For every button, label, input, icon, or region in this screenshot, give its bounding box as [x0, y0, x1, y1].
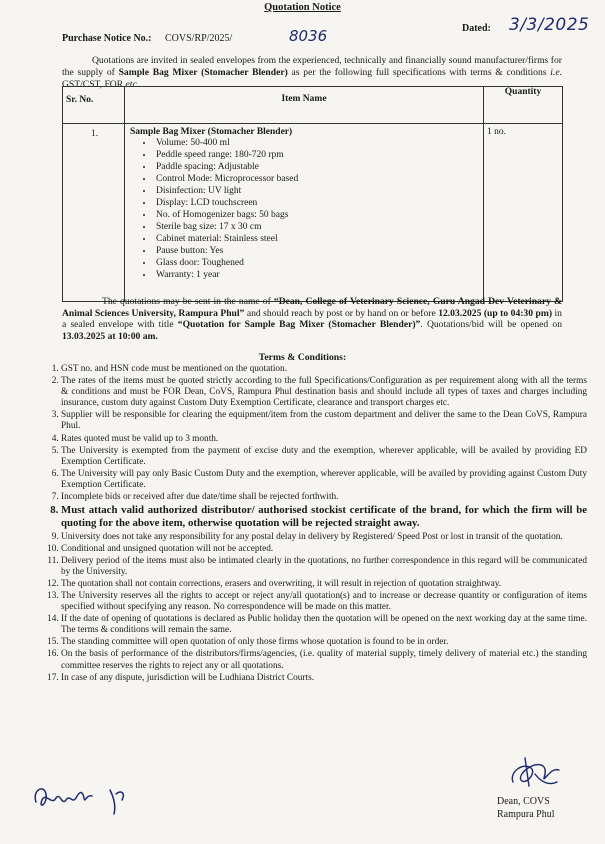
term-item: 13. The University reserves all the rights to accept or reject any/all quotation(s) and to increase or decrease quantity or configuration of items specified without specifying any reason. No correspondence will be made on this matter. [61, 591, 587, 613]
row-quantity: 1 no. [484, 124, 563, 302]
header-quantity: Quantity [484, 87, 563, 124]
table-row [63, 124, 563, 302]
initials-signature [30, 780, 140, 820]
spec-item: • Disinfection: UV light [154, 185, 483, 197]
term-item: 6. The University will pay only Basic Custom Duty and the exemption, wherever applicable, will be availed by providing against Custom Duty Exemption Certificate. [61, 469, 587, 491]
row-item [125, 124, 484, 302]
item-title: Sample Bag Mixer (Stomacher Blender) [130, 127, 293, 137]
signatory-title: Dean, COVS [497, 796, 550, 807]
term-item: 16. On the basis of performance of the distributors/firms/agencies, (i.e. quality of material supply, timely delivery of material etc.) the standing committee reserves the rights to reject any or all quotations. [61, 649, 587, 671]
term-item: 10. Conditional and unsigned quotation will not be accepted. [61, 544, 587, 555]
term-item: 5. The University is exempted from the payment of excise duty and the exemption, wherever applicable, will be availed by providing ED Exemption Certificate. [61, 446, 587, 468]
term-item: 2. The rates of the items must be quoted strictly according to the full Specifications/Configuration as per requirement along with all the terms & conditions and must be FOR Dean, CoVS, Rampura Phul destination basis and should include all types of taxes and charges including insurance, custom duty against Custom Duty Exemption Certificate, clearance and transport charges etc. [61, 376, 587, 409]
date-label: Dated: [462, 23, 491, 34]
page-title: Quotation Notice [264, 2, 341, 13]
header-item-name: Item Name [125, 87, 484, 124]
spec-item: • Sterile bag size: 17 x 30 cm [154, 221, 483, 233]
spec-item: • Peddle speed range: 180-720 rpm [154, 149, 483, 161]
signatory-block [497, 795, 555, 821]
date-handwritten-value: 3/3/2025 [509, 15, 590, 35]
intro-paragraph: Quotations are invited in sealed envelopes from the experienced, technically and financially sound manufacturer/firms for the supply of Sample Bag Mixer (Stomacher Blender) as per the following full specifications with terms & conditions i.e. GST/CST, FOR etc. [62, 55, 562, 90]
term-item: 7. Incomplete bids or received after due date/time shall be rejected forthwith. [61, 492, 587, 503]
submission-paragraph: The quotations may be sent in the name of “Dean, College of Veterinary Science, Guru Angad Dev Veterinary & Animal Sciences University, Rampura Phul” and should reach by post or by hand on or before 12.03.2025 (up to 04:30 pm) in a sealed envelope with title “Quotation for Sample Bag Mixer (Stomacher Blender)”. Quotations/bid will be opened on 13.03.2025 at 10:00 am. [62, 296, 563, 343]
purchase-notice-value: COVS/RP/2025/ [165, 33, 233, 44]
spec-item: • Cabinet material: Stainless steel [154, 233, 483, 245]
spec-item: • Display: LCD touchscreen [154, 197, 483, 209]
term-item: 11. Delivery period of the items must also be intimated clearly in the quotations, no further correspondence in this regard will be communicated by the University. [61, 556, 587, 578]
spec-list [128, 137, 483, 281]
purchase-notice-handwritten-number: 8036 [289, 27, 328, 45]
term-item: 17. In case of any dispute, jurisdiction will be Ludhiana District Courts. [61, 673, 587, 684]
term-item: 3. Supplier will be responsible for clearing the equipment/item from the custom department and deliver the same to the Dean CoVS, Rampura Phul. [61, 410, 587, 432]
term-item: 4. Rates quoted must be valid up to 3 month. [61, 434, 587, 445]
term-item: 9. University does not take any responsibility for any postal delay in delivery by Registered/ Speed Post or lost in transit of the quotation. [61, 532, 587, 543]
table-header-row [63, 87, 563, 124]
header-sr-no: Sr. No. [63, 87, 125, 124]
spec-item: • No. of Homogenizer bags: 50 bags [154, 209, 483, 221]
spec-item: • Glass door: Toughened [154, 257, 483, 269]
item-name-bold: Sample Bag Mixer (Stomacher Blender) [118, 66, 288, 78]
purchase-notice-label: Purchase Notice No.: [62, 33, 152, 44]
term-item: 14. If the date of opening of quotations is declared as Public holiday then the quotation will be opened on the next working day at the same time. The terms & conditions will remain the same. [61, 614, 587, 636]
spec-item: • Pause button: Yes [154, 245, 483, 257]
spec-item: • Warranty: 1 year [154, 269, 483, 281]
dean-signature [505, 752, 565, 794]
terms-list [37, 364, 587, 685]
spec-item: • Control Mode: Microprocessor based [154, 173, 483, 185]
signatory-location: Rampura Phul [497, 809, 555, 820]
term-item-emphasis: 8. Must attach valid authorized distributor/ authorised stockist certificate of the brand, for which the firm will be quoting for the above item, otherwise quotation will be rejected straight away. [61, 504, 587, 530]
term-item: 12. The quotation shall not contain corrections, erasers and overwriting, it will result in rejection of quotation straightway. [61, 579, 587, 590]
items-table [62, 86, 563, 302]
term-item: 15. The standing committee will open quotation of only those firms whose quotation is found to be in order. [61, 637, 587, 648]
spec-item: • Volume: 50-400 ml [154, 137, 483, 149]
spec-item: • Paddle spacing: Adjustable [154, 161, 483, 173]
term-item: 1. GST no. and HSN code must be mentioned on the quotation. [61, 364, 587, 375]
row-sr-no: 1. [63, 124, 125, 302]
terms-heading: Terms & Conditions: [258, 352, 347, 363]
